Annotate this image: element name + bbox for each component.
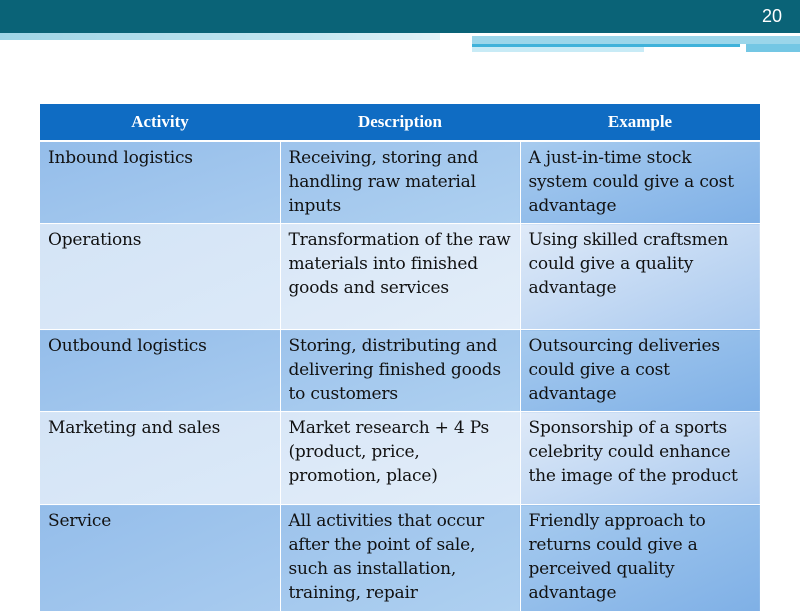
example-cell: A just-in-time stock system could give a cost advantage (520, 141, 760, 224)
decorative-stripe (472, 36, 800, 44)
table-row (40, 141, 760, 224)
slide-number: 20 (761, 6, 782, 26)
description-cell: Market research + 4 Ps (product, price, promotion, place) (280, 412, 520, 505)
value-chain-table (40, 104, 760, 612)
column-header-description: Description (280, 104, 520, 141)
description-cell: Storing, distributing and delivering finished goods to customers (280, 330, 520, 412)
table-row (40, 505, 760, 612)
slide-header-band (0, 0, 800, 33)
table-row (40, 412, 760, 505)
decorative-stripe (0, 33, 440, 40)
example-cell: Outsourcing deliveries could give a cost advantage (520, 330, 760, 412)
activity-cell: Outbound logistics (40, 330, 280, 412)
activity-cell: Inbound logistics (40, 141, 280, 224)
column-header-example: Example (520, 104, 760, 141)
table-row (40, 224, 760, 330)
example-cell: Friendly approach to returns could give a perceived quality advantage (520, 505, 760, 612)
table-header-row (40, 104, 760, 141)
description-cell: All activities that occur after the point of sale, such as installation, training, repair (280, 505, 520, 612)
activity-cell: Service (40, 505, 280, 612)
activity-cell: Marketing and sales (40, 412, 280, 505)
activity-cell: Operations (40, 224, 280, 330)
example-cell: Sponsorship of a sports celebrity could enhance the image of the product (520, 412, 760, 505)
decorative-stripe (472, 47, 644, 52)
table-row (40, 330, 760, 412)
description-cell: Transformation of the raw materials into finished goods and services (280, 224, 520, 330)
column-header-activity: Activity (40, 104, 280, 141)
decorative-stripe (746, 44, 800, 52)
description-cell: Receiving, storing and handling raw material inputs (280, 141, 520, 224)
example-cell: Using skilled craftsmen could give a quality advantage (520, 224, 760, 330)
